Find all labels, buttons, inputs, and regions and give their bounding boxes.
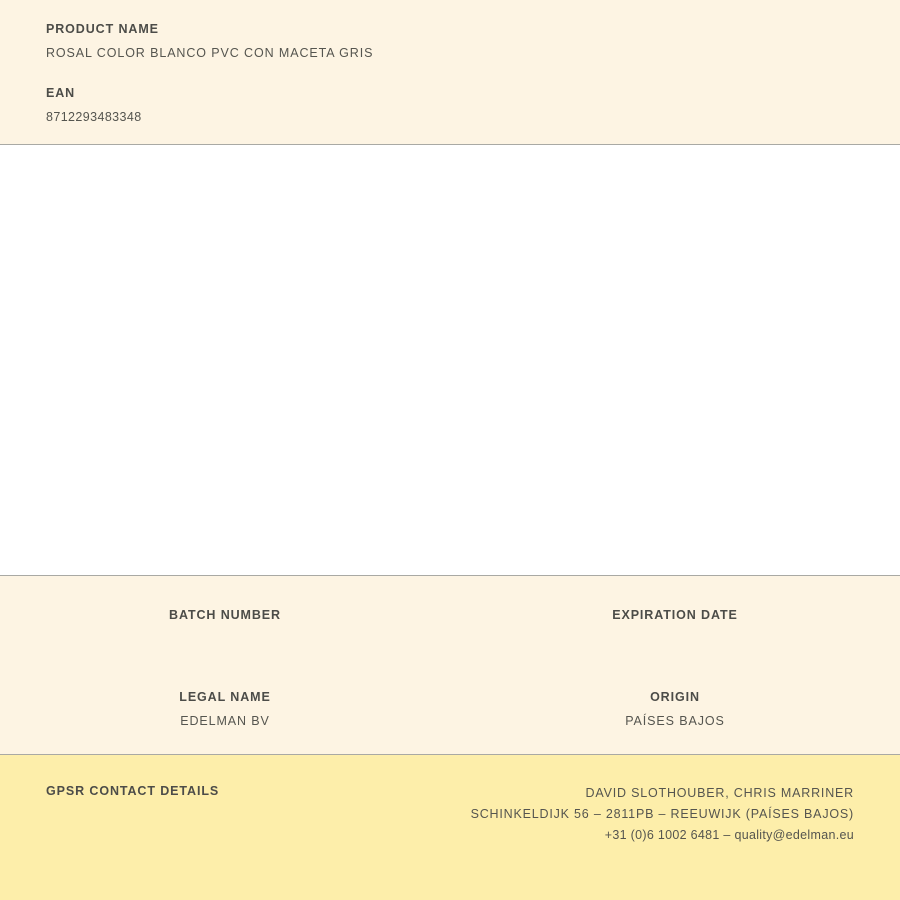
batch-number-cell xyxy=(0,608,450,646)
gpsr-footer xyxy=(0,755,900,900)
origin-cell xyxy=(450,690,900,728)
expiration-date-label: EXPIRATION DATE xyxy=(612,608,738,622)
expiration-date-value xyxy=(450,632,900,646)
product-details-block xyxy=(0,576,900,754)
ean-value: 8712293483348 xyxy=(46,110,142,124)
batch-number-label: BATCH NUMBER xyxy=(169,608,281,622)
product-name-value: ROSAL COLOR BLANCO PVC CON MACETA GRIS xyxy=(46,46,374,60)
product-header-block xyxy=(0,0,900,144)
batch-number-value xyxy=(0,632,450,646)
legal-name-value: EDELMAN BV xyxy=(180,714,270,728)
ean-group xyxy=(46,86,854,124)
product-name-label: PRODUCT NAME xyxy=(46,22,159,36)
gpsr-contact-label: GPSR CONTACT DETAILS xyxy=(46,784,220,798)
gpsr-contact-names: DAVID SLOTHOUBER, CHRIS MARRINER xyxy=(585,786,854,800)
origin-label: ORIGIN xyxy=(650,690,700,704)
gpsr-contact-phone-email: +31 (0)6 1002 6481 – quality@edelman.eu xyxy=(604,828,854,842)
batch-expiration-row xyxy=(0,576,900,646)
expiration-date-cell xyxy=(450,608,900,646)
origin-value: PAÍSES BAJOS xyxy=(625,714,725,728)
legal-name-cell xyxy=(0,690,450,728)
gpsr-contact-lines xyxy=(471,783,854,846)
product-name-group xyxy=(46,22,854,60)
ean-label: EAN xyxy=(46,86,76,100)
legal-origin-row xyxy=(0,646,900,754)
legal-name-label: LEGAL NAME xyxy=(179,690,271,704)
gpsr-contact-address: SCHINKELDIJK 56 – 2811PB – REEUWIJK (PAÍSES BAJOS) xyxy=(470,807,854,821)
product-image-area xyxy=(0,145,900,575)
